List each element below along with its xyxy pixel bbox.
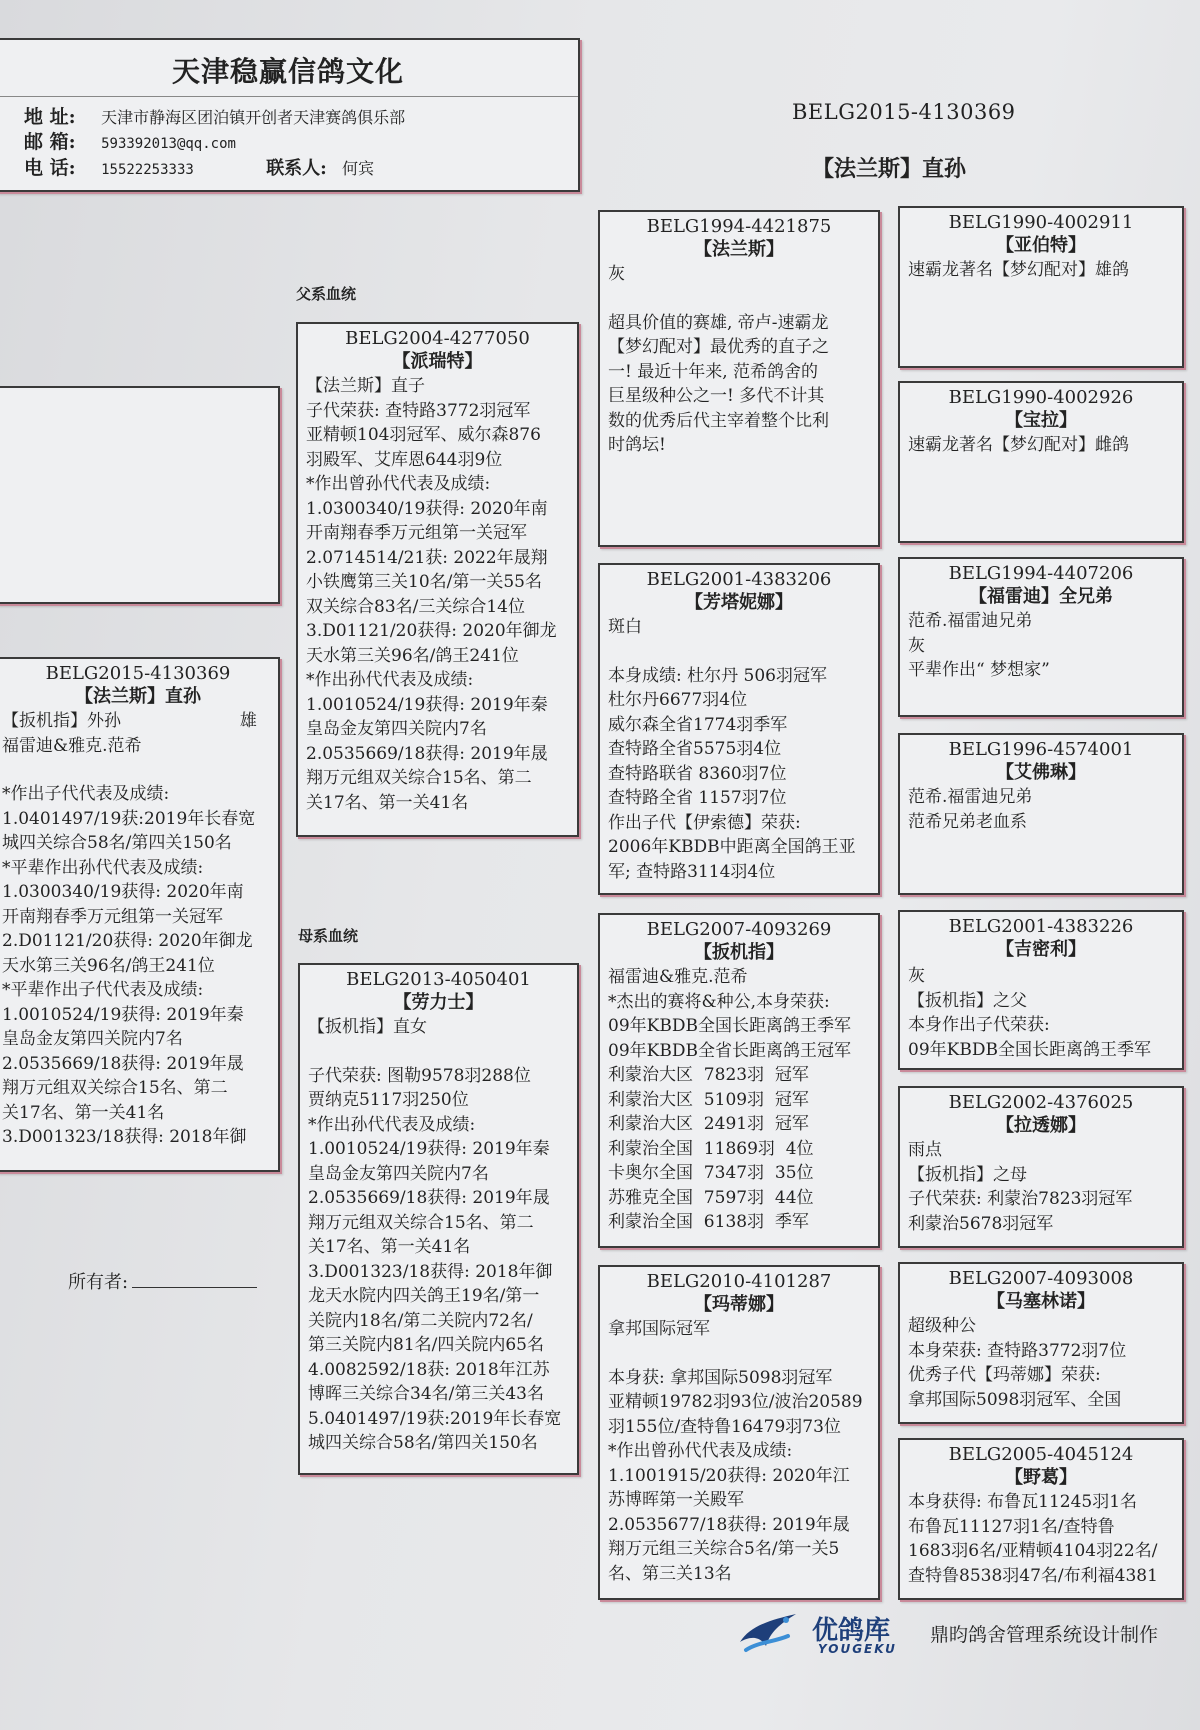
sire-line: 开南翔春季万元组第一关冠军 <box>306 523 527 543</box>
sire-sire-line: 灰 <box>608 264 625 284</box>
dam-line: 5.0401497/19获:2019年长春宽 <box>308 1408 562 1429</box>
ggp-card-5 <box>898 910 1184 1070</box>
dam-line: 第三关院内81名/四关院内65名 <box>308 1335 544 1355</box>
subject-line: 皇岛金友第四关院内7名 <box>2 1029 183 1049</box>
sire-dam-line: 本身成绩: 杜尔丹 506羽冠军 <box>608 665 827 686</box>
ggp-7-ring: BELG2007-4093008 <box>948 1268 1134 1289</box>
footer-tagline: 鼎昀鸽舍管理系统设计制作 <box>930 1624 1159 1646</box>
subject-line: *平辈作出子代代表及成绩: <box>2 980 204 1000</box>
dam-dam-line: 名、第三关13名 <box>608 1563 732 1584</box>
dam-line: 皇岛金友第四关院内7名 <box>308 1163 489 1184</box>
dam-line: 【扳机指】直女 <box>308 1017 427 1037</box>
dam-dam-line: 1.1001915/20获得: 2020年江 <box>608 1465 850 1486</box>
sire-line: 2.0535669/18获得: 2019年晟 <box>306 743 548 764</box>
dam-sire-line: *杰出的赛将&种公,本身荣获: <box>608 991 830 1012</box>
dam-sire-line: 福雷迪&雅克.范希 <box>608 967 748 987</box>
dam-name: 【劳力士】 <box>393 992 484 1013</box>
dam-dam-name: 【玛蒂娜】 <box>694 1294 784 1315</box>
subject-line: 1.0401497/19获:2019年长春宽 <box>2 808 256 829</box>
sire-line: 1.0300340/19获得: 2020年南 <box>306 498 548 519</box>
dam-dam-line: 亚精顿19782羽93位/波治20589 <box>608 1392 863 1412</box>
ggp-5-line: 本身作出子代荣获: <box>908 1015 1050 1035</box>
dam-dam-line: 翔万元组三关综合5名/第一关5 <box>608 1539 840 1559</box>
ggp-3-line: 灰 <box>908 635 925 656</box>
ggp-7-name: 【马塞林诺】 <box>987 1291 1095 1312</box>
dam-sire-line: 09年KBDB全国长距离鸽王季军 <box>608 1016 851 1036</box>
sire-line: 关17名、第一关41名 <box>306 792 469 813</box>
dam-dam-line: 羽155位/查特鲁16479羽73位 <box>608 1416 841 1437</box>
ggp-2-ring: BELG1990-4002926 <box>948 387 1134 408</box>
ggp-6-line: 【扳机指】之母 <box>908 1164 1027 1185</box>
dam-sire-line: 利蒙治大区 7823羽 冠军 <box>608 1065 809 1085</box>
ggp-7-line: 优秀子代【玛蒂娜】荣获: <box>908 1365 1101 1385</box>
dam-dam-line: 2.0535677/18获得: 2019年晟 <box>608 1514 850 1535</box>
subject-line: *作出子代代表及成绩: <box>2 784 170 804</box>
dam-sire-card <box>598 913 880 1248</box>
phone-value: 15522253333 <box>101 162 194 178</box>
sire-sire-line: 数的优秀后代主宰着整个比利 <box>608 410 829 431</box>
ggp-7-line: 本身荣获: 查特路3772羽7位 <box>908 1340 1127 1361</box>
ggp-card-4 <box>898 733 1184 895</box>
sire-line: *作出曾孙代代表及成绩: <box>306 474 491 494</box>
dam-line-label: 母系血统 <box>298 927 359 945</box>
breeder-header <box>0 38 580 192</box>
ggp-card-3 <box>898 557 1184 717</box>
dam-line: 2.0535669/18获得: 2019年晟 <box>308 1188 550 1208</box>
ggp-card-6 <box>898 1086 1184 1248</box>
sire-sire-line: 巨星级种公之一! 多代不计其 <box>608 386 825 406</box>
sire-line: *作出孙代代表及成绩: <box>306 670 474 690</box>
ggp-1-ring: BELG1990-4002911 <box>948 212 1134 233</box>
address-row <box>24 105 578 130</box>
sire-sire-name: 【法兰斯】 <box>694 239 784 260</box>
subject-line: 天水第三关96名/鸽王241位 <box>2 955 215 976</box>
ggp-4-ring: BELG1996-4574001 <box>948 739 1134 760</box>
subject-line: 翔万元组双关综合15名、第二 <box>2 1078 228 1098</box>
sire-dam-line: 查特路全省5575羽4位 <box>608 739 782 759</box>
ggp-8-name: 【野葛】 <box>1005 1467 1077 1488</box>
dam-line: 1.0010524/19获得: 2019年秦 <box>308 1139 550 1159</box>
ggp-6-name: 【拉透娜】 <box>996 1115 1086 1136</box>
ggp-4-name: 【艾佛琳】 <box>996 762 1086 783</box>
dam-line: 翔万元组双关综合15名、第二 <box>308 1212 534 1233</box>
subject-line: 【扳机指】外孙 雄 <box>2 711 257 731</box>
dam-dam-line: 拿邦国际冠军 <box>608 1319 710 1339</box>
photo-placeholder <box>0 386 280 604</box>
sire-line: 小铁鹰第三关10名/第一关55名 <box>306 572 542 592</box>
address-value: 天津市静海区团泊镇开创者天津赛鸽俱乐部 <box>101 108 406 127</box>
subject-line: 2.0535669/18获得: 2019年晟 <box>2 1053 244 1074</box>
ggp-7-line: 拿邦国际5098羽冠军、全国 <box>908 1389 1122 1410</box>
ggp-7-line: 超级种公 <box>908 1316 976 1336</box>
ggp-card-8 <box>898 1438 1184 1600</box>
dam-dam-line: *作出曾孙代代表及成绩: <box>608 1441 793 1461</box>
ggp-8-line: 1683羽6名/亚精顿4104羽22名/ <box>908 1541 1158 1561</box>
subject-card <box>0 657 280 1172</box>
dam-sire-line: 利蒙治大区 2491羽 冠军 <box>608 1114 809 1134</box>
ggp-5-ring: BELG2001-4383226 <box>948 916 1134 937</box>
ggp-4-line: 范希.福雷迪兄弟 <box>908 787 1033 807</box>
ggp-5-line: 09年KBDB全国长距离鸽王季军 <box>908 1039 1151 1060</box>
ggp-8-ring: BELG2005-4045124 <box>948 1444 1134 1465</box>
ggp-card-1 <box>898 206 1184 368</box>
dam-line: 城四关综合58名/第四关150名 <box>308 1433 538 1453</box>
owner-label: 所有者: <box>68 1272 129 1293</box>
ggp-6-line: 雨点 <box>908 1140 942 1160</box>
subject-line: 3.D001323/18获得: 2018年御 <box>2 1127 247 1147</box>
sire-dam-line: 杜尔丹6677羽4位 <box>608 690 748 710</box>
dam-sire-name: 【扳机指】 <box>694 942 784 963</box>
sire-sire-line: 时鸽坛! <box>608 435 666 455</box>
dam-dam-line: 本身获: 拿邦国际5098羽冠军 <box>608 1367 833 1388</box>
ggp-3-line: 平辈作出“ 梦想家” <box>908 660 1050 680</box>
contact-value: 何宾 <box>341 159 374 178</box>
ggp-8-line: 布鲁瓦11127羽1名/查特鲁 <box>908 1516 1115 1537</box>
sire-sire-card <box>598 210 880 547</box>
sire-dam-card <box>598 563 880 895</box>
owner-field <box>68 1268 257 1294</box>
sire-sire-ring: BELG1994-4421875 <box>646 216 832 237</box>
email-value: 593392013@qq.com <box>101 136 236 152</box>
ggp-4-line: 范希兄弟老血系 <box>908 811 1027 832</box>
subject-line: 2.D01121/20获得: 2020年御龙 <box>2 931 253 951</box>
dam-sire-ring: BELG2007-4093269 <box>646 919 832 940</box>
sire-line: 亚精顿104羽冠军、威尔森876 <box>306 425 541 445</box>
sire-dam-line: 查特路全省 1157羽7位 <box>608 788 787 808</box>
sire-line: 翔万元组双关综合15名、第二 <box>306 768 532 788</box>
sire-line: 3.D01121/20获得: 2020年御龙 <box>306 621 557 641</box>
email-label: 邮 箱: <box>24 131 76 153</box>
ggp-6-line: 子代荣获: 利蒙治7823羽冠军 <box>908 1189 1133 1209</box>
sire-dam-line: 军; 查特路3114羽4位 <box>608 861 776 882</box>
sire-dam-ring: BELG2001-4383206 <box>646 569 832 590</box>
sire-dam-line: 斑白 <box>608 617 642 637</box>
sire-line: 【法兰斯】直子 <box>306 376 425 396</box>
owner-blank-line <box>132 1287 257 1288</box>
sire-dam-name: 【芳塔妮娜】 <box>685 592 793 613</box>
email-row <box>24 130 578 156</box>
sire-line: 2.0714514/21获: 2022年晟翔 <box>306 547 548 568</box>
ggp-3-line: 范希.福雷迪兄弟 <box>908 611 1033 631</box>
dam-line: 3.D001323/18获得: 2018年御 <box>308 1261 553 1282</box>
brand-name: 优鸽库 <box>812 1616 891 1646</box>
address-label: 地 址: <box>24 106 76 128</box>
ggp-8-line: 查特鲁8538羽47名/布利福4381 <box>908 1565 1158 1586</box>
dam-ring: BELG2013-4050401 <box>346 969 531 990</box>
subject-line: *平辈作出孙代代表及成绩: <box>2 857 204 878</box>
ggp-8-line: 本身获得: 布鲁瓦11245羽1名 <box>908 1492 1138 1512</box>
sire-line: 子代荣获: 查特路3772羽冠军 <box>306 400 531 421</box>
sire-line: 双关综合83名/三关综合14位 <box>306 596 525 617</box>
ggp-6-line: 利蒙治5678羽冠军 <box>908 1213 1054 1234</box>
sire-card <box>296 322 579 837</box>
subject-line: 1.0300340/19获得: 2020年南 <box>2 882 244 902</box>
subject-line: 福雷迪&雅克.范希 <box>2 735 142 756</box>
sire-line: 羽殿军、艾库恩644羽9位 <box>306 449 503 470</box>
dam-line: 关院内18名/第二关院内72名/ <box>308 1310 533 1331</box>
brand-logo-icon <box>736 1606 804 1658</box>
sire-dam-line: 作出子代【伊索德】荣获: <box>608 812 801 833</box>
dam-line: 博晖三关综合34名/第三关43名 <box>308 1384 544 1404</box>
sire-name: 【派瑞特】 <box>392 351 483 372</box>
sire-dam-line: 查特路联省 8360羽7位 <box>608 763 787 784</box>
sire-line: 1.0010524/19获得: 2019年秦 <box>306 694 548 715</box>
ggp-card-2 <box>898 381 1184 543</box>
contact-label: 联系人: <box>266 158 327 179</box>
sire-line: 皇岛金友第四关院内7名 <box>306 719 487 739</box>
dam-sire-line: 苏雅克全国 7597羽 44位 <box>608 1187 814 1208</box>
subject-name: 【法兰斯】直孙 <box>75 686 201 707</box>
ggp-5-line: 【扳机指】之父 <box>908 990 1027 1011</box>
dam-line: 4.0082592/18获: 2018年江苏 <box>308 1359 550 1380</box>
ggp-1-name: 【亚伯特】 <box>996 235 1086 256</box>
dam-sire-line: 利蒙治全国 11869羽 4位 <box>608 1138 814 1159</box>
sire-sire-line: 超具价值的赛雄, 帝卢-速霸龙 <box>608 312 829 333</box>
sire-dam-line: 威尔森全省1774羽季军 <box>608 714 788 735</box>
subject-line: 关17名、第一关41名 <box>2 1102 165 1123</box>
sire-dam-line: 2006年KBDB中距离全国鸽王亚 <box>608 837 856 857</box>
brand-name-en: YOUGEKU <box>818 1642 897 1656</box>
top-pigeon-name: 【法兰斯】直孙 <box>812 156 967 182</box>
sire-ring: BELG2004-4277050 <box>345 328 530 349</box>
phone-label: 电 话: <box>24 157 76 179</box>
dam-line: *作出孙代代表及成绩: <box>308 1114 476 1135</box>
dam-sire-line: 利蒙治全国 6138羽 季军 <box>608 1212 809 1232</box>
phone-row <box>24 156 578 182</box>
ggp-5-line: 灰 <box>908 966 925 986</box>
dam-line: 子代荣获: 图勒9578羽288位 <box>308 1065 531 1086</box>
ggp-2-name: 【宝拉】 <box>1005 410 1077 431</box>
subject-line: 开南翔春季万元组第一关冠军 <box>2 906 223 927</box>
subject-line: 1.0010524/19获得: 2019年秦 <box>2 1004 244 1025</box>
sire-line-label: 父系血统 <box>296 285 357 303</box>
ggp-3-name: 【福雷迪】全兄弟 <box>969 586 1113 607</box>
ggp-2-line: 速霸龙著名【梦幻配对】雌鸽 <box>908 435 1129 455</box>
subject-ring: BELG2015-4130369 <box>45 663 231 684</box>
dam-dam-line: 苏博晖第一关殿军 <box>608 1490 744 1510</box>
ggp-card-7 <box>898 1262 1184 1424</box>
dam-line: 龙天水院内四关鸽王19名/第一 <box>308 1286 540 1306</box>
dam-dam-ring: BELG2010-4101287 <box>646 1271 832 1292</box>
dam-sire-line: 利蒙治大区 5109羽 冠军 <box>608 1089 809 1110</box>
dam-sire-line: 09年KBDB全省长距离鸽王冠军 <box>608 1040 851 1061</box>
sire-sire-line: 一! 最近十年来, 范希鸽舍的 <box>608 361 819 382</box>
ggp-5-name: 【吉密利】 <box>996 939 1086 960</box>
dam-dam-card <box>598 1265 880 1600</box>
ggp-3-ring: BELG1994-4407206 <box>948 563 1134 584</box>
ggp-1-line: 速霸龙著名【梦幻配对】雄鸽 <box>908 260 1129 280</box>
breeder-title: 天津稳赢信鸽文化 <box>171 55 404 88</box>
dam-line: 贾纳克5117羽250位 <box>308 1090 469 1110</box>
dam-sire-line: 卡奥尔全国 7347羽 35位 <box>608 1163 814 1183</box>
sire-line: 天水第三关96名/鸽王241位 <box>306 645 519 666</box>
dam-line: 关17名、第一关41名 <box>308 1237 471 1257</box>
top-ring-number: BELG2015-4130369 <box>792 100 1016 124</box>
ggp-6-ring: BELG2002-4376025 <box>948 1092 1134 1113</box>
sire-sire-line: 【梦幻配对】最优秀的直子之 <box>608 337 829 357</box>
subject-line: 城四关综合58名/第四关150名 <box>2 833 232 853</box>
dam-card <box>298 963 579 1475</box>
